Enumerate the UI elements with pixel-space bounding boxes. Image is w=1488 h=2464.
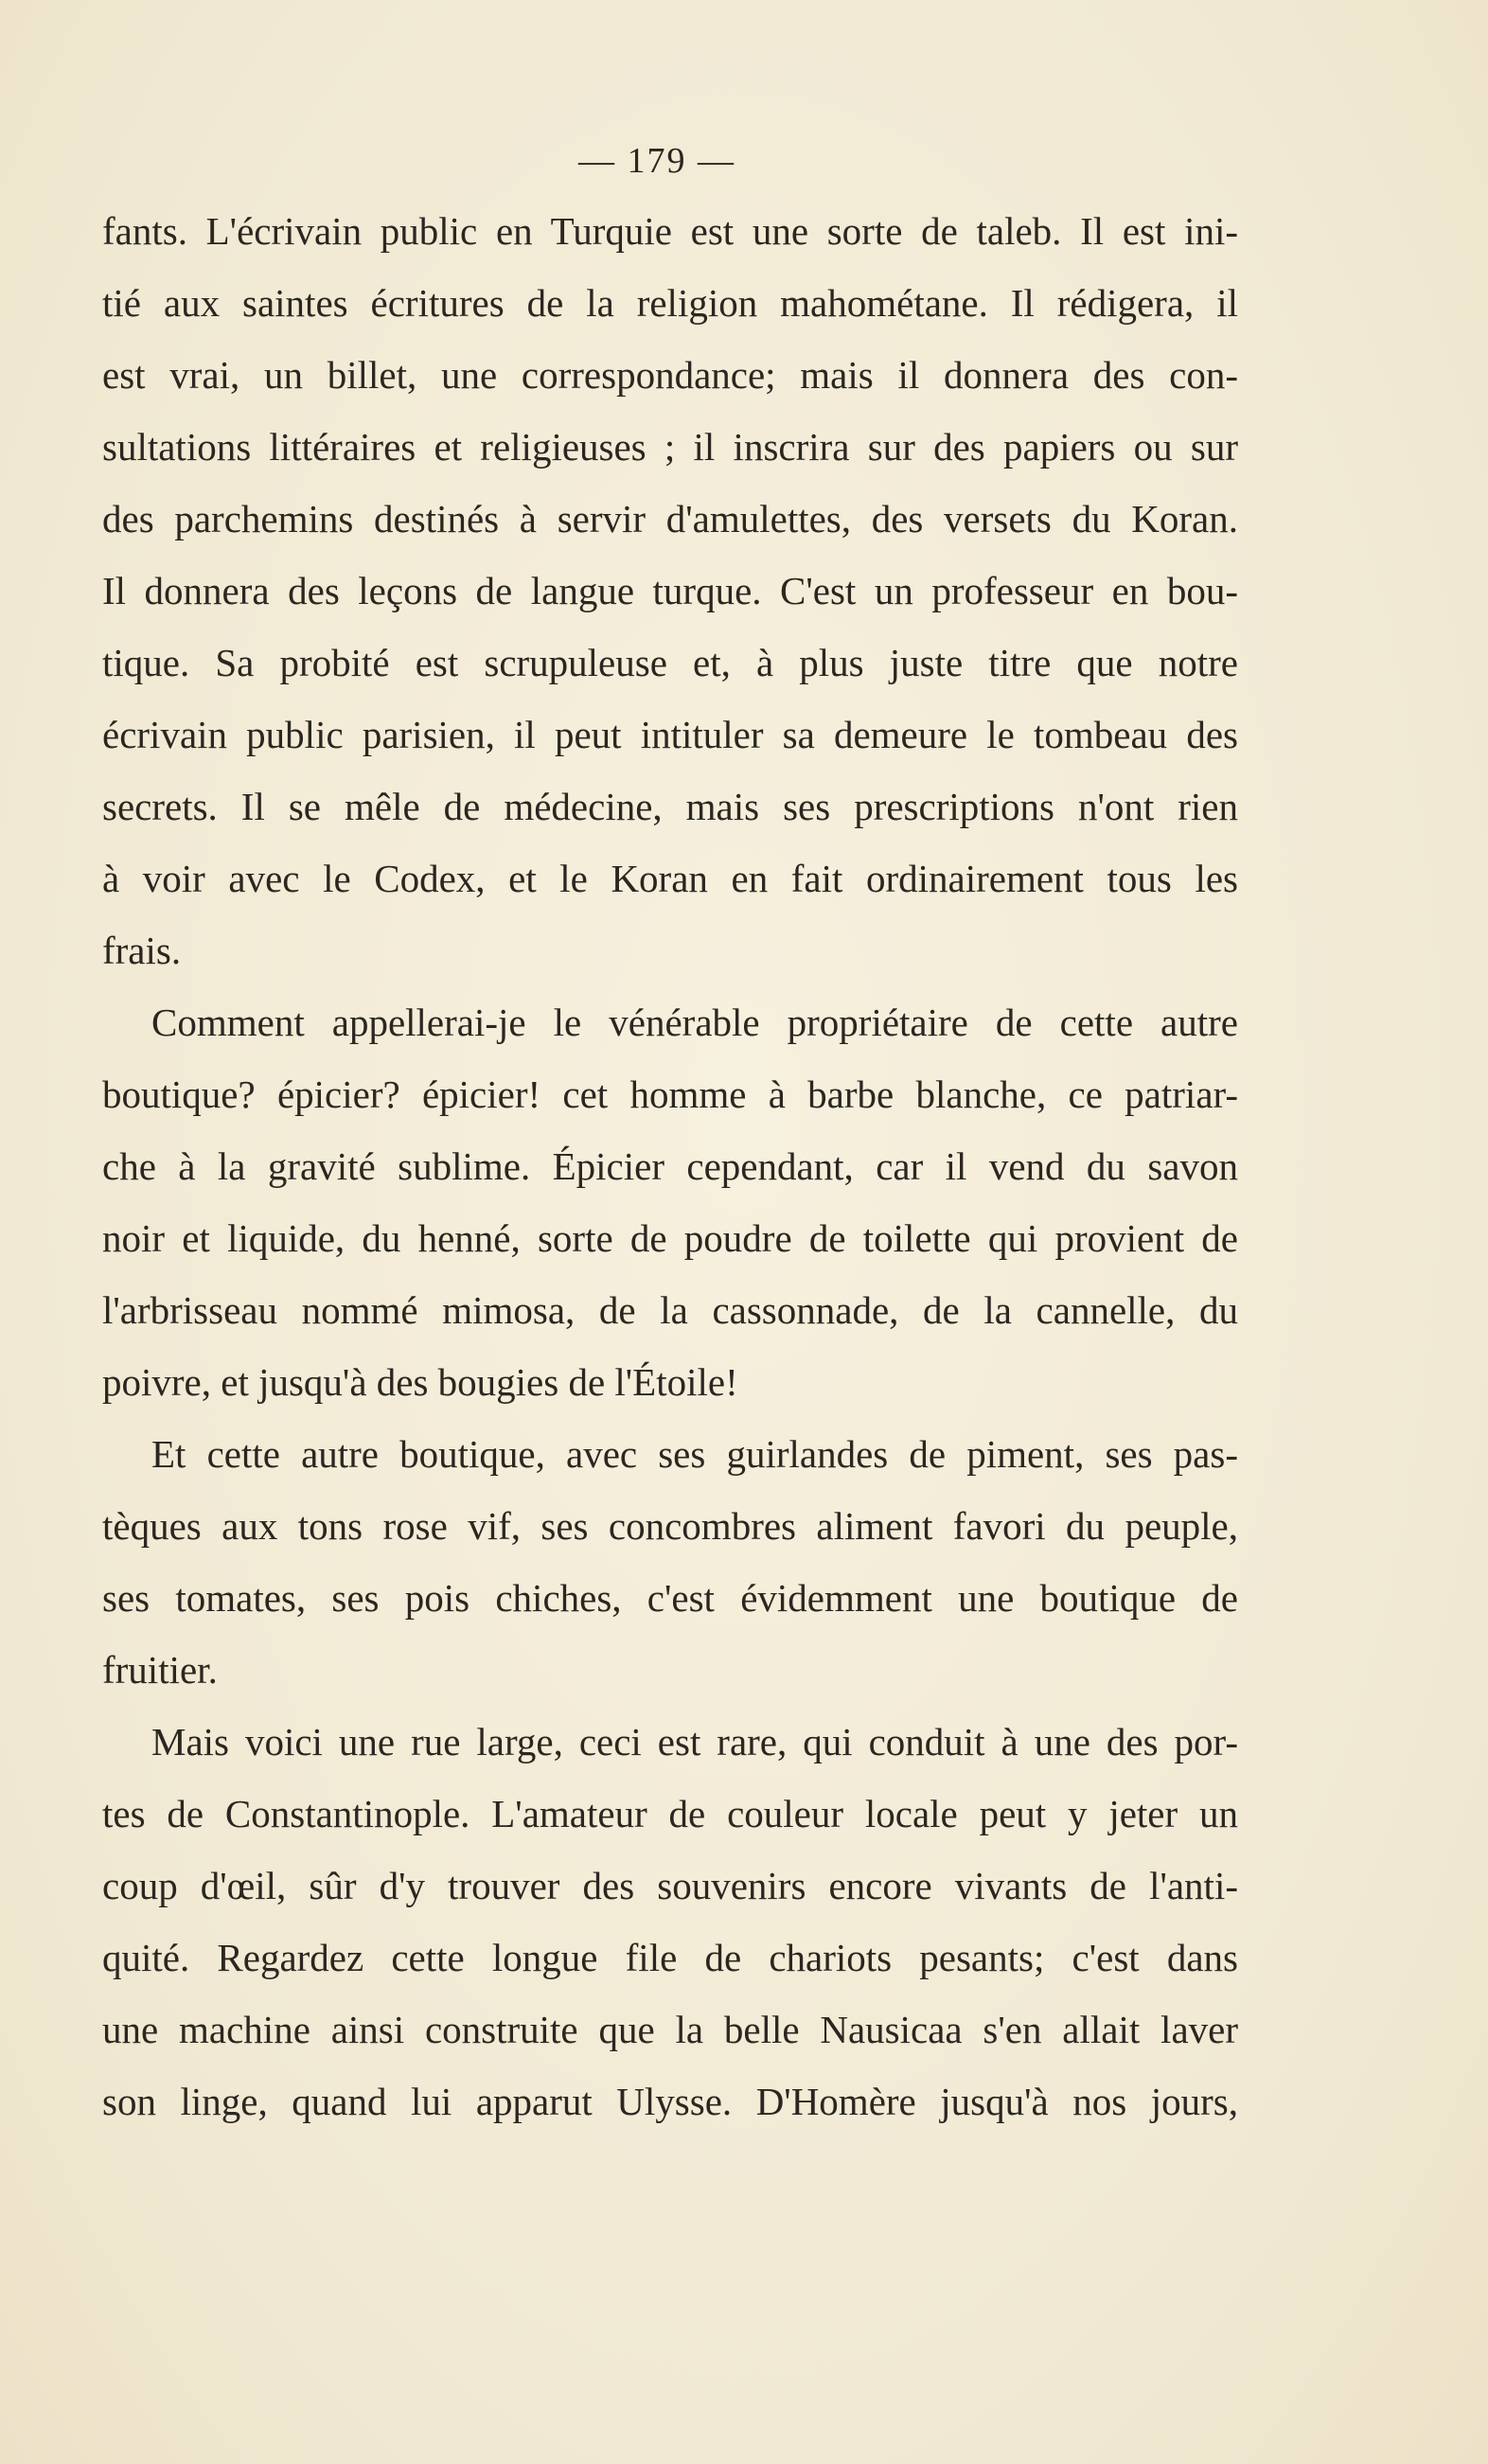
text-line: tèques aux tons rose vif, ses concombres aliment favori du peuple, <box>102 1504 1238 1548</box>
text-line: coup d'œil, sûr d'y trouver des souvenirs encore vivants de l'anti- <box>102 1864 1238 1907</box>
text-line: à voir avec le Codex, et le Koran en fait ordinairement tous les <box>102 857 1238 900</box>
text-line: fants. L'écrivain public en Turquie est une sorte de taleb. Il est ini- <box>102 209 1238 253</box>
text-line: fruitier. <box>102 1648 218 1692</box>
body-text <box>102 195 1238 2137</box>
text-line: secrets. Il se mêle de médecine, mais ses prescriptions n'ont rien <box>102 785 1238 828</box>
text-line: Il donnera des leçons de langue turque. C'est un professeur en bou- <box>102 569 1238 612</box>
text-line: che à la gravité sublime. Épicier cependant, car il vend du savon <box>102 1144 1238 1188</box>
text-line: Mais voici une rue large, ceci est rare, qui conduit à une des por- <box>151 1720 1238 1764</box>
text-line: une machine ainsi construite que la belle Nausicaa s'en allait laver <box>102 2008 1238 2051</box>
text-line: noir et liquide, du henné, sorte de poudre de toilette qui provient de <box>102 1216 1238 1260</box>
text-line: est vrai, un billet, une correspondance; mais il donnera des con- <box>102 353 1238 397</box>
text-line: poivre, et jusqu'à des bougies de l'Étoile! <box>102 1360 738 1404</box>
text-line: des parchemins destinés à servir d'amulettes, des versets du Koran. <box>102 497 1238 541</box>
page-number: — 179 — <box>578 141 735 181</box>
text-line: Comment appellerai-je le vénérable propriétaire de cette autre <box>151 1001 1238 1044</box>
text-line: son linge, quand lui apparut Ulysse. D'Homère jusqu'à nos jours, <box>102 2080 1238 2123</box>
text-line: tié aux saintes écritures de la religion mahométane. Il rédigera, il <box>102 281 1238 325</box>
text-line: Et cette autre boutique, avec ses guirlandes de piment, ses pas- <box>151 1432 1238 1476</box>
text-line: l'arbrisseau nommé mimosa, de la cassonnade, de la cannelle, du <box>102 1288 1238 1332</box>
text-line: écrivain public parisien, il peut intituler sa demeure le tombeau des <box>102 713 1238 756</box>
text-line: quité. Regardez cette longue file de chariots pesants; c'est dans <box>102 1936 1238 1979</box>
text-line: boutique? épicier? épicier! cet homme à barbe blanche, ce patriar- <box>102 1072 1238 1116</box>
text-line: sultations littéraires et religieuses ; il inscrira sur des papiers ou sur <box>102 425 1238 469</box>
text-line: tique. Sa probité est scrupuleuse et, à plus juste titre que notre <box>102 641 1238 684</box>
text-line: frais. <box>102 929 182 972</box>
text-line: ses tomates, ses pois chiches, c'est évidemment une boutique de <box>102 1576 1238 1620</box>
text-line: tes de Constantinople. L'amateur de couleur locale peut y jeter un <box>102 1792 1238 1835</box>
